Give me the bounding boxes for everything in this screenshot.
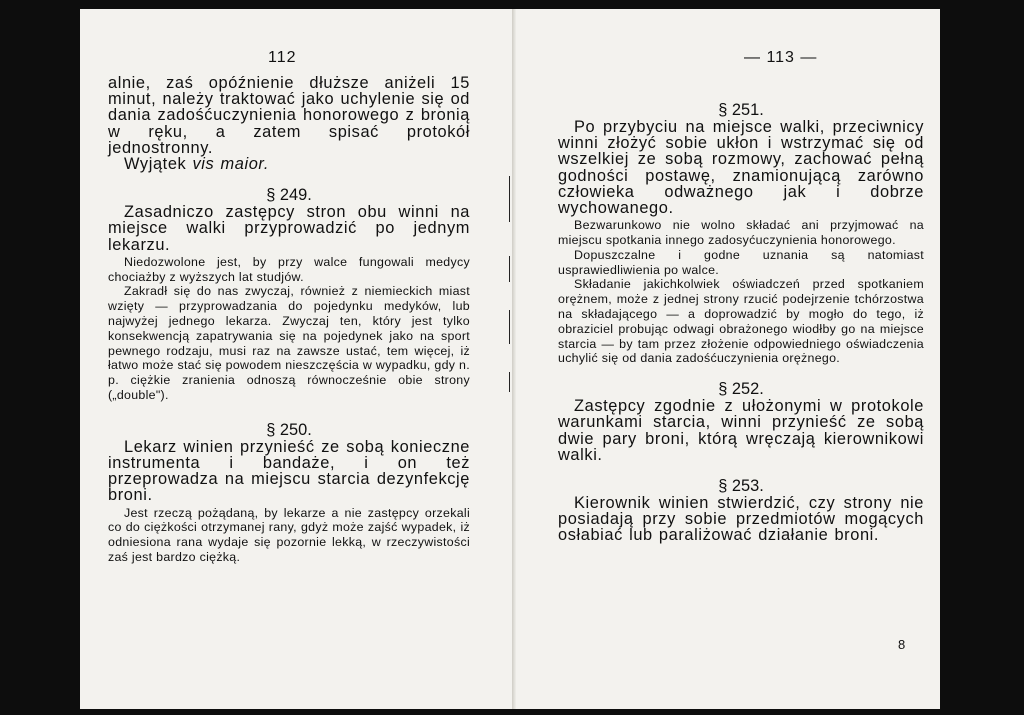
section-heading-249: § 249. bbox=[266, 186, 312, 205]
section-heading-252: § 252. bbox=[718, 380, 764, 399]
signature-mark: 8 bbox=[898, 637, 906, 652]
section-heading-250: § 250. bbox=[266, 420, 312, 439]
paragraph-exception bbox=[108, 156, 470, 172]
section-heading-253: § 253. bbox=[718, 477, 764, 495]
paragraph: Jest rzeczą pożądaną, by lekarze a nie zastępcy orzekali co do ciężkości otrzymanej rany, gdyż może zajść wypadek, iż odniesiona rana wydaje się pozornie lekką, w rzeczywistości zaś jest bardzo ciężką. bbox=[108, 505, 470, 564]
right-page bbox=[516, 9, 940, 709]
paragraph: alnie, zaś opóźnienie dłuższe aniżeli 15 minut, należy traktować jako uchylenie się od dania zadośćuczynienia honorowego z bronią w ręku, a zatem spisać protokół jednostronny. bbox=[108, 74, 470, 157]
left-page-text bbox=[108, 75, 470, 565]
paragraph: Niedozwolone jest, by przy walce fungowali medycy chociażby z wyższych lat studjów. bbox=[108, 254, 470, 284]
paragraph: Zastępcy zgodnie z ułożonymi w protokole warunkami starcia, winni przynieść ze sobą dwie pary broni, którą wręczają kierownikowi walki. bbox=[558, 397, 924, 464]
paragraph: Zakradł się do nas zwyczaj, również z niemieckich miast wzięty — przyprowadzania do pojedynku medyków, lub najwyżej jednego lekarza. Zwyczaj ten, który jest tylko konsekwencją zapatrywania się na pojedynek jako na sport pewnego rodzaju, musi raz na zawsze ustać, tem więcej, iż łatwo może stać się powodem nieszczęścia w wypadku, gdy n. p. ciężkie zranienia odnoszą równocześnie obie strony („double"). bbox=[108, 284, 470, 402]
exception-lead: Wyjątek bbox=[124, 155, 187, 174]
paragraph: Po przybyciu na miejsce walki, przeciwnicy winni złożyć sobie ukłon i wstrzymać się od wszelkiej ze sobą rozmowy, zachować pełną godności postawę, znamionującą zarówno człowieka odważnego jak i dobrze wychowanego. bbox=[558, 118, 924, 218]
page-number-right: — 113 — bbox=[744, 49, 818, 66]
paragraph: Kierownik winien stwierdzić, czy strony nie posiadają przy sobie przedmiotów mogących osłabiać lub paraliżować działanie broni. bbox=[558, 494, 924, 545]
right-page-text bbox=[558, 101, 924, 544]
paragraph: Lekarz winien przynieść ze sobą konieczne instrumenta i bandaże, i on też przeprowadza na miejscu starcia dezynfekcję broni. bbox=[108, 437, 470, 505]
page-number-left: 112 bbox=[268, 49, 297, 66]
paragraph: Bezwarunkowo nie wolno składać ani przyjmować na miejscu spotkania innego zadosyćuczynienia honorowego. bbox=[558, 218, 924, 248]
left-page bbox=[80, 9, 512, 709]
section-heading-251: § 251. bbox=[718, 101, 764, 119]
exception-italic: vis maior. bbox=[192, 155, 270, 174]
paragraph: Dopuszczalne i godne uznania są natomiast usprawiedliwienia po walce. bbox=[558, 247, 924, 277]
gutter-marks bbox=[506, 160, 512, 460]
paragraph: Składanie jakichkolwiek oświadczeń przed spotkaniem orężnem, może z jednej strony rzucić podejrzenie tchórzostwa na składającego — a doprowadzić by mogło do tego, iż obraziciel probując odwagi obrażonego wiodłby go na miejsce starcia — by tam przez złożenie odpowiedniego oświadczenia uchylić się od dania zadośćuczynienia orężnego. bbox=[558, 277, 924, 366]
paragraph: Zasadniczo zastępcy stron obu winni na miejsce walki przyprowadzić po jednym lekarzu. bbox=[108, 203, 470, 254]
